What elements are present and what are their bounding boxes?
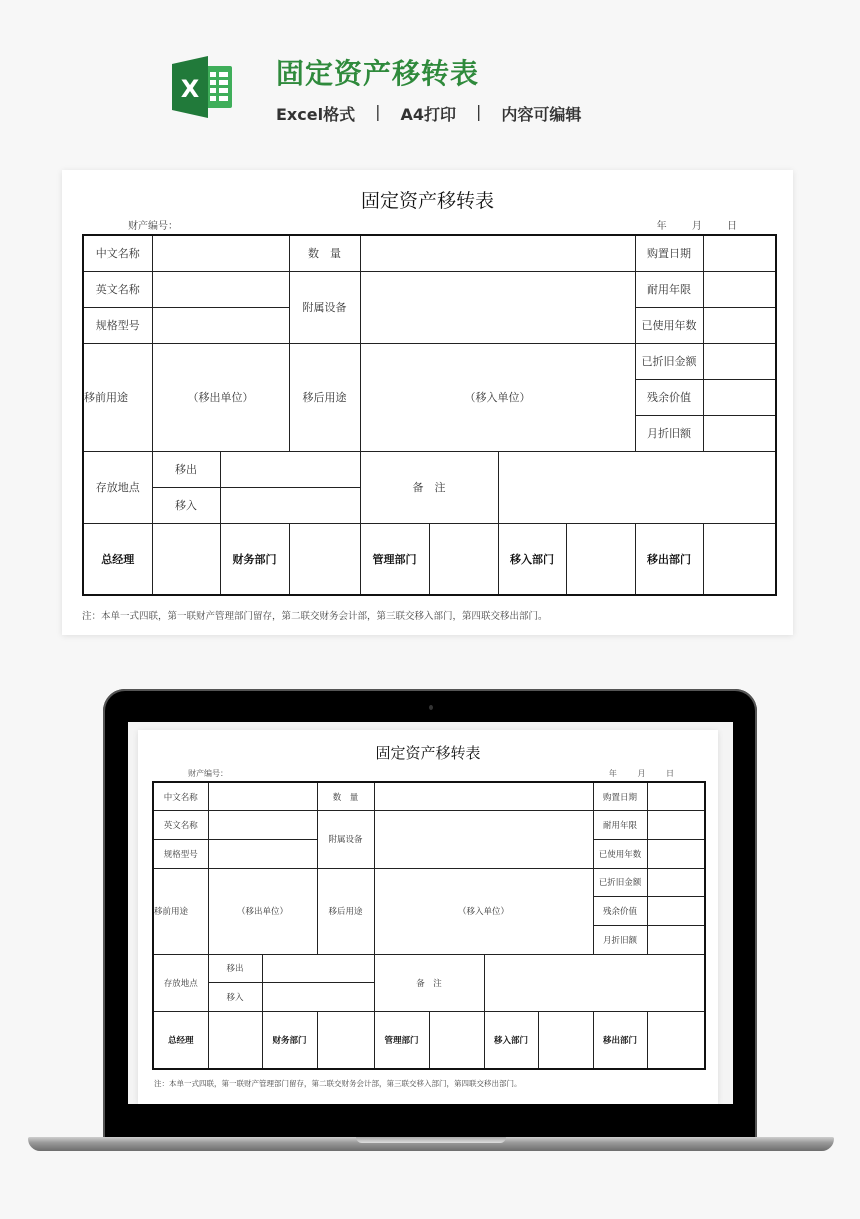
input-in-unit[interactable]: （移入单位） (374, 868, 593, 954)
label-purchase-date: 购置日期 (593, 782, 647, 811)
label-receiving-dept: 移入部门 (498, 523, 566, 595)
input-chinese-name[interactable] (208, 782, 317, 811)
input-depreciated-amount[interactable] (703, 343, 776, 379)
date-labels (591, 768, 674, 779)
tag-print: A4打印 (400, 105, 456, 124)
input-accessories[interactable] (360, 271, 635, 343)
label-move-out: 移出 (208, 954, 262, 983)
label-monthly-depreciation: 月折旧额 (635, 415, 703, 451)
input-out-unit[interactable]: （移出单位） (208, 868, 317, 954)
sign-sending-dept[interactable] (703, 523, 776, 595)
sign-finance-dept[interactable] (317, 1012, 374, 1069)
year-label: 年 (656, 221, 667, 232)
sign-receiving-dept[interactable] (538, 1012, 593, 1069)
year-label: 年 (608, 769, 617, 778)
laptop-screen (128, 722, 733, 1104)
label-residual-value: 残余价值 (635, 379, 703, 415)
tag-separator: | (375, 102, 381, 121)
sign-receiving-dept[interactable] (566, 523, 635, 595)
tag-editable: 内容可编辑 (501, 105, 582, 124)
input-service-life[interactable] (703, 271, 776, 307)
sign-management-dept[interactable] (429, 523, 498, 595)
label-accessories: 附属设备 (289, 271, 360, 343)
input-out-unit[interactable]: （移出单位） (152, 343, 289, 451)
label-service-life: 耐用年限 (593, 811, 647, 840)
page-title: 固定资产移转表 (276, 57, 480, 90)
tag-separator: | (476, 102, 482, 121)
label-years-used: 已使用年数 (635, 307, 703, 343)
label-chinese-name: 中文名称 (153, 782, 208, 811)
transfer-form-table (152, 781, 706, 1070)
label-chinese-name: 中文名称 (83, 235, 152, 271)
input-move-in-location[interactable] (220, 487, 360, 523)
sign-general-manager[interactable] (208, 1012, 262, 1069)
label-quantity: 数 量 (289, 235, 360, 271)
input-accessories[interactable] (374, 811, 593, 868)
input-move-out-location[interactable] (220, 451, 360, 487)
label-use-before: 移前用途 (83, 343, 152, 451)
date-labels (635, 217, 737, 232)
laptop-mockup (103, 689, 757, 1139)
label-years-used: 已使用年数 (593, 839, 647, 868)
label-move-in: 移入 (208, 983, 262, 1012)
label-sending-dept: 移出部门 (593, 1012, 647, 1069)
label-move-out: 移出 (152, 451, 220, 487)
svg-text:X: X (180, 75, 200, 103)
label-purchase-date: 购置日期 (635, 235, 703, 271)
label-depreciated-amount: 已折旧金额 (635, 343, 703, 379)
input-quantity[interactable] (360, 235, 635, 271)
asset-number-label: 财产编号： (188, 769, 228, 778)
label-move-in: 移入 (152, 487, 220, 523)
label-service-life: 耐用年限 (635, 271, 703, 307)
form-preview (62, 170, 793, 635)
transfer-form-table (82, 234, 777, 596)
input-residual-value[interactable] (647, 897, 705, 926)
label-residual-value: 残余价值 (593, 897, 647, 926)
label-management-dept: 管理部门 (374, 1012, 429, 1069)
tag-format: Excel格式 (276, 105, 356, 124)
input-move-out-location[interactable] (262, 954, 374, 983)
input-service-life[interactable] (647, 811, 705, 840)
input-purchase-date[interactable] (703, 235, 776, 271)
feature-tags (276, 102, 581, 125)
input-english-name[interactable] (208, 811, 317, 840)
input-chinese-name[interactable] (152, 235, 289, 271)
input-purchase-date[interactable] (647, 782, 705, 811)
form-note: 注：本单一式四联，第一联财产管理部门留存，第二联交财务会计部，第三联交移入部门，第四联交移出部门。 (82, 611, 548, 622)
month-label: 月 (691, 221, 702, 232)
asset-number-label: 财产编号： (128, 221, 178, 232)
form-title: 固定资产移转表 (375, 744, 481, 762)
label-general-manager: 总经理 (153, 1012, 208, 1069)
input-years-used[interactable] (703, 307, 776, 343)
label-remarks: 备 注 (360, 451, 498, 523)
label-depreciated-amount: 已折旧金额 (593, 868, 647, 897)
label-quantity: 数 量 (317, 782, 374, 811)
form-preview-laptop (138, 730, 718, 1104)
input-quantity[interactable] (374, 782, 593, 811)
label-receiving-dept: 移入部门 (484, 1012, 538, 1069)
sign-general-manager[interactable] (152, 523, 220, 595)
label-use-after: 移后用途 (289, 343, 360, 451)
input-remarks[interactable] (498, 451, 776, 523)
label-monthly-depreciation: 月折旧额 (593, 925, 647, 954)
label-sending-dept: 移出部门 (635, 523, 703, 595)
label-storage-location: 存放地点 (83, 451, 152, 523)
label-general-manager: 总经理 (83, 523, 152, 595)
input-depreciated-amount[interactable] (647, 868, 705, 897)
input-remarks[interactable] (484, 954, 705, 1011)
label-use-before: 移前用途 (153, 868, 208, 954)
input-move-in-location[interactable] (262, 983, 374, 1012)
label-model: 规格型号 (83, 307, 152, 343)
camera-icon (429, 705, 433, 710)
label-finance-dept: 财务部门 (262, 1012, 317, 1069)
label-remarks: 备 注 (374, 954, 484, 1011)
sign-finance-dept[interactable] (289, 523, 360, 595)
label-management-dept: 管理部门 (360, 523, 429, 595)
input-years-used[interactable] (647, 839, 705, 868)
label-english-name: 英文名称 (83, 271, 152, 307)
label-storage-location: 存放地点 (153, 954, 208, 1011)
input-model[interactable] (208, 839, 317, 868)
input-monthly-depreciation[interactable] (703, 415, 776, 451)
input-residual-value[interactable] (703, 379, 776, 415)
label-finance-dept: 财务部门 (220, 523, 289, 595)
excel-icon (170, 56, 234, 118)
label-english-name: 英文名称 (153, 811, 208, 840)
input-english-name[interactable] (152, 271, 289, 307)
sign-sending-dept[interactable] (647, 1012, 705, 1069)
input-monthly-depreciation[interactable] (647, 925, 705, 954)
laptop-hinge-notch (356, 1137, 506, 1143)
day-label: 日 (727, 221, 737, 232)
month-label: 月 (637, 769, 646, 778)
day-label: 日 (666, 769, 674, 778)
input-in-unit[interactable]: （移入单位） (360, 343, 635, 451)
form-title: 固定资产移转表 (360, 190, 494, 212)
label-accessories: 附属设备 (317, 811, 374, 868)
label-model: 规格型号 (153, 839, 208, 868)
input-model[interactable] (152, 307, 289, 343)
form-note: 注：本单一式四联，第一联财产管理部门留存，第二联交财务会计部，第三联交移入部门，第四联交移出部门。 (154, 1079, 522, 1088)
label-use-after: 移后用途 (317, 868, 374, 954)
sign-management-dept[interactable] (429, 1012, 484, 1069)
